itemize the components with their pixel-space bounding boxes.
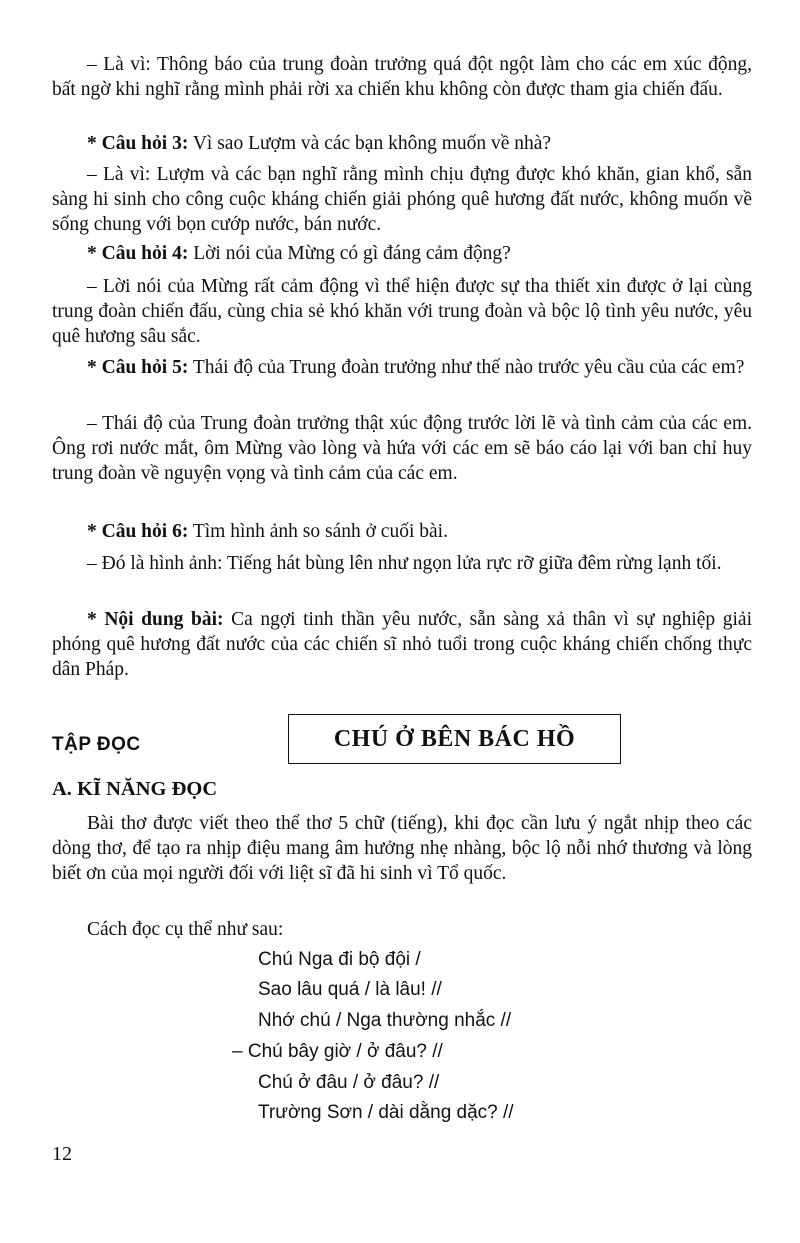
content-text: Ca ngợi tinh thần yêu nước, sẵn sàng xả thân vì sự nghiệp giải phóng quê hương đất nước của các chiến sĩ nhỏ tuổi trong cuộc kháng chiến chống thực dân Pháp. xyxy=(52,609,753,680)
poem-line: Nhớ chú / Nga thường nhắc // xyxy=(258,1010,512,1031)
question-label: * Câu hỏi 6: xyxy=(87,521,189,542)
question-label: * Câu hỏi 4: xyxy=(87,243,189,264)
paragraph-text: – Là vì: Thông báo của trung đoàn trưởng quá đột ngột làm cho các em xúc động, bất ngờ khi nghĩ rằng mình phải rời xa chiến khu không còn được tham gia chiến đấu. xyxy=(52,54,752,100)
lesson-title-box xyxy=(288,714,621,764)
question-text: Lời nói của Mừng có gì đáng cảm động? xyxy=(188,243,511,264)
answer-paragraph xyxy=(52,411,752,486)
poem-line: Sao lâu quá / là lâu! // xyxy=(258,979,442,1000)
paragraph-text: – Là vì: Lượm và các bạn nghĩ rằng mình chịu đựng được khó khăn, gian khổ, sẵn sàng hi sinh cho công cuộc kháng chiến giải phóng quê hương đất nước, không muốn về sống chung với bọn cướp nước, bán nước. xyxy=(52,164,752,235)
paragraph-text: – Lời nói của Mừng rất cảm động vì thể hiện được sự tha thiết xin được ở lại cùng trung đoàn chiến đấu, cùng chia sẻ khó khăn với trung đoàn và bộc lộ tình yêu nước, yêu quê hương sâu sắc. xyxy=(52,276,752,347)
question-paragraph xyxy=(52,519,752,544)
section-tag: TẬP ĐỌC xyxy=(52,734,141,755)
question-label: * Câu hỏi 3: xyxy=(87,133,189,154)
answer-paragraph xyxy=(52,274,752,349)
question-paragraph xyxy=(52,355,752,380)
content-label: * Nội dung bài: xyxy=(87,609,224,630)
reading-method xyxy=(52,917,752,942)
reading-method-text: Cách đọc cụ thể như sau: xyxy=(87,919,284,940)
paragraph-text: – Đó là hình ảnh: Tiếng hát bùng lên như ngọn lửa rực rỡ giữa đêm rừng lạnh tối. xyxy=(87,553,722,574)
question-paragraph xyxy=(52,131,752,156)
paragraph-text: – Thái độ của Trung đoàn trưởng thật xúc động trước lời lẽ và tình cảm của các em. Ông rơi nước mắt, ôm Mừng vào lòng và hứa với các em sẽ báo cáo lại với ban chỉ huy trung đoàn về nguyện vọng và tình cảm của các em. xyxy=(52,413,752,484)
answer-paragraph xyxy=(52,162,752,237)
question-label: * Câu hỏi 5: xyxy=(87,357,189,378)
question-text: Thái độ của Trung đoàn trưởng như thế nào trước yêu cầu của các em? xyxy=(188,357,745,378)
page-number: 12 xyxy=(52,1143,72,1165)
poem-line: – Chú bây giờ / ở đâu? // xyxy=(232,1041,443,1062)
question-paragraph xyxy=(52,241,752,266)
reading-intro xyxy=(52,811,752,886)
poem-line: Chú ở đâu / ở đâu? // xyxy=(258,1072,440,1093)
content-paragraph xyxy=(52,607,752,682)
reading-skills-heading: A. KĨ NĂNG ĐỌC xyxy=(52,778,218,800)
answer-paragraph xyxy=(52,551,752,576)
reading-intro-text: Bài thơ được viết theo thể thơ 5 chữ (tiếng), khi đọc cần lưu ý ngắt nhịp theo các dòng thơ, để tạo ra nhịp điệu mang âm hưởng nhẹ nhàng, bộc lộ nỗi nhớ thương và lòng biết ơn của mọi người đối với liệt sĩ đã hi sinh vì Tổ quốc. xyxy=(52,813,752,884)
question-text: Tìm hình ảnh so sánh ở cuối bài. xyxy=(188,521,448,542)
lesson-title: CHÚ Ở BÊN BÁC HỒ xyxy=(333,725,576,752)
poem-line: Chú Nga đi bộ đội / xyxy=(258,949,421,970)
question-text: Vì sao Lượm và các bạn không muốn về nhà? xyxy=(188,133,552,154)
answer-paragraph xyxy=(52,52,752,102)
poem-line: Trường Sơn / dài dằng dặc? // xyxy=(258,1102,514,1123)
